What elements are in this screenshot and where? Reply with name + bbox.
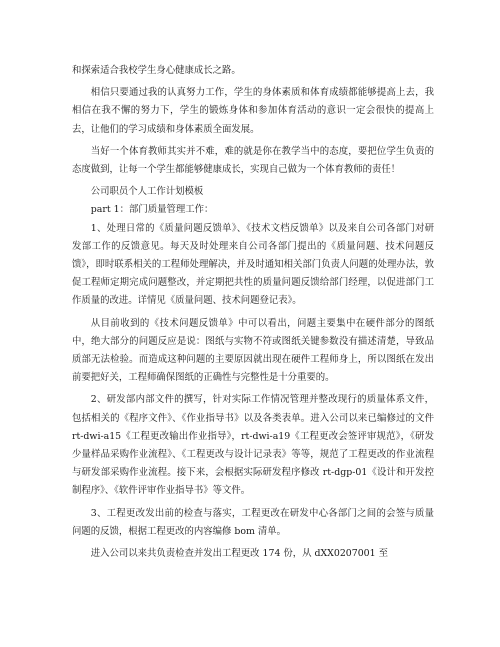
paragraph-3: 当好一个体育教师其实并不难，难的就是你在教学当中的态度，要把位学生负责的态度做到，让每一个学生都能够健康成长，实现自己做为一个体育教师的责任！ — [72, 145, 434, 176]
section-title: 公司职员个人工作计划模板 — [90, 186, 204, 198]
paragraph-item-3: 3、工程更改发出前的检查与落实，工程更改在研发中心各部门之间的会签与质量问题的反馈，根据工程更改的内容编修 bom 清单。 — [72, 507, 434, 537]
paragraph-item-1: 1、处理日常的《质量问题反馈单》、《技术文档反馈单》以及来自公司各部门对研发部工作的反馈意见。每天及时处理来自公司各部门提出的《质量问题、技术问题反馈》，即时联系相关的工程师处理解决，并及时通知相关部门负责人问题的处理办法，敦促工程师定期完成问题整改，并定期把共性的质量问题反馈给部门经理，以促进部门工作质量的改进。详情见《质量问题、技术问题登记表》。 — [72, 222, 434, 307]
paragraph-item-2: 2、研发部内部文件的撰写，针对实际工作情况管理并整改现行的质量体系文件，包括相关的《程序文件》、《作业指导书》以及各类表单。进入公司以来已编修过的文件 rt-dwi-a15《工程更改输出作业指导》，rt-dwi-a19《工程更改会签评审规范》，《研发少量样品采购作业流程》、《工程更改与设计记录表》等等，规范了工程更改的作业流程与研发部采购作业流程。接下来，会根据实际研发程序修改 rt-dgp-01《设计和开发控制程序》、《软件评审作业指导书》等文件。 — [72, 394, 434, 497]
paragraph-feedback-analysis: 从目前收到的《技术问题反馈单》中可以看出，问题主要集中在硬件部分的图纸中，绝大部分的问题反应是说：图纸与实物不符或图纸关键参数没有描述清楚，导致品质部无法检验。而造成这种问题的主要原因就出现在硬件工程师身上，所以图纸在发出前要把好关，工程师确保图纸的正确性与完整性是十分重要的。 — [72, 317, 434, 384]
paragraph-2: 相信只要通过我的认真努力工作，学生的身体素质和体育成绩都能够提高上去，我相信在我不懈的努力下，学生的锻炼身体和参加体育活动的意识一定会很快的提高上去，让他们的学习成绩和身体素质全面发展。 — [72, 87, 434, 135]
part-heading: part 1：部门质量管理工作： — [90, 204, 214, 216]
paragraph-1: 和探索适合我校学生身心健康成长之路。 — [72, 65, 241, 76]
paragraph-engineering-changes: 进入公司以来共负责检查并发出工程更改 174 份，从 dXX0207001 至 — [90, 548, 388, 560]
